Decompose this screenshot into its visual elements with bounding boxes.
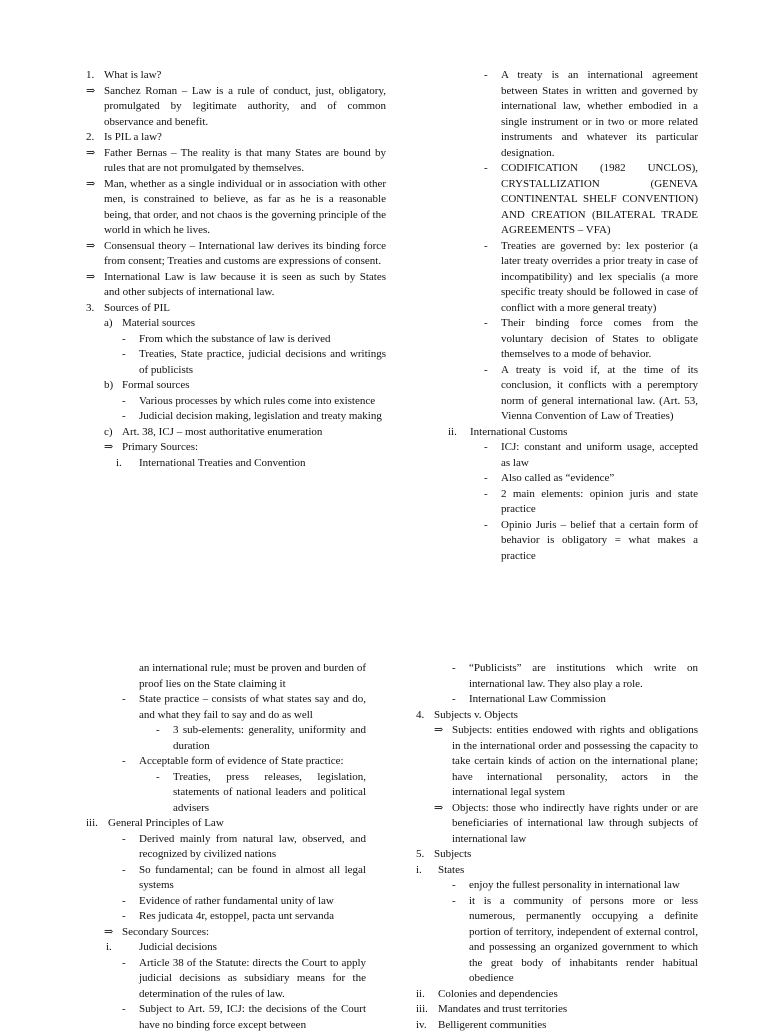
- list-item: [416, 708, 698, 724]
- list-text: Subjects v. Objects: [434, 708, 698, 724]
- list-item: [86, 925, 366, 941]
- list-text: Evidence of rather fundamental unity of law: [139, 894, 366, 910]
- list-text: Man, whether as a single individual or in association with other men, is constrained to believe, as far as he is a reasonable being, that order, and not chaos is the governing principle of the world in which he lives.: [104, 177, 386, 239]
- list-item: [86, 456, 386, 472]
- list-item: [448, 316, 698, 363]
- list-marker: -: [452, 878, 456, 894]
- list-item: [86, 425, 386, 441]
- list-text: Derived mainly from natural law, observed, and recognized by civilized nations: [139, 832, 366, 863]
- list-text: “Publicists” are institutions which write on international law. They also play a role.: [469, 661, 698, 692]
- list-text: Belligerent communities: [438, 1018, 698, 1033]
- list-text: Is PIL a law?: [104, 130, 386, 146]
- list-item: [86, 940, 366, 956]
- list-item: [86, 440, 386, 456]
- list-item: [86, 692, 366, 723]
- list-text: Sanchez Roman – Law is a rule of conduct, just, obligatory, promulgated by legitimate authority, and of common observance and benefit.: [104, 84, 386, 131]
- list-marker: -: [452, 661, 456, 677]
- list-marker: iii.: [86, 816, 98, 832]
- list-item: [416, 692, 698, 708]
- list-marker: -: [122, 409, 126, 425]
- list-item: [86, 332, 386, 348]
- list-text: A treaty is an international agreement between States in written and governed by international law, whether embodied in a single instrument or in two or more related instruments and whatever its particular designation.: [501, 68, 698, 161]
- list-item: [448, 440, 698, 471]
- list-text: 2 main elements: opinion juris and state practice: [501, 487, 698, 518]
- list-item: [448, 518, 698, 565]
- list-item: [86, 177, 386, 239]
- list-text: Material sources: [122, 316, 386, 332]
- list-text: 3 sub-elements: generality, uniformity and duration: [173, 723, 366, 754]
- list-text: Subjects: entities endowed with rights and obligations in the international order and possessing the capacity to take certain kinds of action on the international plane; have international personality, actors in the international legal system: [452, 723, 698, 801]
- list-text: Mandates and trust territories: [438, 1002, 698, 1018]
- list-text: Art. 38, ICJ – most authoritative enumeration: [122, 425, 386, 441]
- list-marker: -: [122, 894, 126, 910]
- list-text: Consensual theory – International law derives its binding force from consent; Treaties and customs are expressions of consent.: [104, 239, 386, 270]
- list-text: Opinio Juris – belief that a certain form of behavior is obligatory = what makes a practice: [501, 518, 698, 565]
- list-item: [86, 770, 366, 817]
- list-text: Judicial decisions: [139, 940, 366, 956]
- list-item: [86, 661, 366, 692]
- list-item: [86, 409, 386, 425]
- list-text: Primary Sources:: [122, 440, 386, 456]
- list-text: Res judicata 4r, estoppel, pacta unt servanda: [139, 909, 366, 925]
- list-text: CODIFICATION (1982 UNCLOS), CRYSTALLIZATION (GENEVA CONTINENTAL SHELF CONVENTION) AND CREATION (BILATERAL TRADE AGREEMENTS – VFA): [501, 161, 698, 239]
- list-marker: -: [122, 394, 126, 410]
- list-item: [86, 394, 386, 410]
- list-item: [86, 146, 386, 177]
- list-item: [86, 956, 366, 1003]
- list-item: [86, 832, 366, 863]
- list-marker: a): [104, 316, 113, 332]
- list-item: [416, 847, 698, 863]
- list-marker: ⇒: [86, 239, 95, 255]
- list-item: [86, 754, 366, 770]
- list-marker: ⇒: [86, 270, 95, 286]
- top-left-column: [86, 68, 386, 471]
- list-item: [416, 863, 698, 879]
- list-marker: iii.: [416, 1002, 428, 1018]
- list-marker: c): [104, 425, 113, 441]
- list-item: [86, 68, 386, 84]
- list-item: [86, 347, 386, 378]
- list-item: [86, 863, 366, 894]
- list-marker: b): [104, 378, 113, 394]
- list-item: [86, 316, 386, 332]
- list-marker: 3.: [86, 301, 94, 317]
- list-item: [416, 878, 698, 894]
- list-item: [416, 723, 698, 801]
- list-marker: ⇒: [86, 177, 95, 193]
- list-text: What is law?: [104, 68, 386, 84]
- list-item: [448, 161, 698, 239]
- list-marker: -: [122, 692, 126, 708]
- list-marker: -: [484, 440, 488, 456]
- list-text: Treaties are governed by: lex posterior (a later treaty overrides a prior treaty in case of incompatibility) and lex specialis (a more specific treaty should be followed in case of conflict with a more general treaty): [501, 239, 698, 317]
- list-item: [416, 987, 698, 1003]
- list-marker: -: [122, 347, 126, 363]
- list-marker: -: [484, 316, 488, 332]
- list-text: Various processes by which rules come into existence: [139, 394, 386, 410]
- list-text: States: [438, 863, 698, 879]
- list-item: [86, 84, 386, 131]
- list-item: [416, 1018, 698, 1033]
- list-text: Their binding force comes from the voluntary decision of States to obligate themselves to a mode of behavior.: [501, 316, 698, 363]
- list-marker: -: [122, 1002, 126, 1018]
- list-marker: -: [484, 68, 488, 84]
- list-text: So fundamental; can be found in almost all legal systems: [139, 863, 366, 894]
- list-item: [448, 68, 698, 161]
- list-text: Colonies and dependencies: [438, 987, 698, 1003]
- list-marker: i.: [116, 456, 122, 472]
- list-text: an international rule; must be proven and burden of proof lies on the State claiming it: [139, 661, 366, 692]
- list-text: From which the substance of law is derived: [139, 332, 386, 348]
- list-marker: -: [122, 332, 126, 348]
- list-item: [86, 270, 386, 301]
- list-text: General Principles of Law: [108, 816, 366, 832]
- list-marker: ii.: [416, 987, 425, 1003]
- list-text: enjoy the fullest personality in international law: [469, 878, 698, 894]
- list-item: [448, 487, 698, 518]
- list-marker: 5.: [416, 847, 424, 863]
- list-marker: ⇒: [434, 723, 443, 739]
- list-text: International Treaties and Convention: [139, 456, 386, 472]
- list-text: ICJ: constant and uniform usage, accepted as law: [501, 440, 698, 471]
- list-text: Subject to Art. 59, ICJ: the decisions of the Court have no binding force except between: [139, 1002, 366, 1033]
- list-item: [86, 130, 386, 146]
- list-text: International Law Commission: [469, 692, 698, 708]
- list-text: A treaty is void if, at the time of its conclusion, it conflicts with a peremptory norm of general international law. (Art. 53, Vienna Convention of Law of Treaties): [501, 363, 698, 425]
- list-marker: 1.: [86, 68, 94, 84]
- list-marker: i.: [106, 940, 112, 956]
- list-marker: -: [122, 909, 126, 925]
- list-marker: ⇒: [104, 925, 113, 941]
- list-marker: -: [122, 956, 126, 972]
- list-text: Treaties, press releases, legislation, statements of national leaders and political advisers: [173, 770, 366, 817]
- list-item: [416, 894, 698, 987]
- bottom-left-column: [86, 661, 366, 1033]
- list-text: Secondary Sources:: [122, 925, 366, 941]
- list-text: Sources of PIL: [104, 301, 386, 317]
- list-marker: -: [484, 363, 488, 379]
- list-item: [448, 239, 698, 317]
- list-item: [86, 301, 386, 317]
- list-text: Subjects: [434, 847, 698, 863]
- list-item: [448, 425, 698, 441]
- list-item: [416, 661, 698, 692]
- list-marker: -: [452, 692, 456, 708]
- list-item: [86, 723, 366, 754]
- list-marker: -: [156, 770, 160, 786]
- list-marker: -: [122, 754, 126, 770]
- list-item: [86, 894, 366, 910]
- list-item: [86, 816, 366, 832]
- list-marker: -: [122, 863, 126, 879]
- list-item: [448, 471, 698, 487]
- list-marker: -: [484, 518, 488, 534]
- list-marker: -: [484, 487, 488, 503]
- list-text: Also called as “evidence”: [501, 471, 698, 487]
- list-marker: iv.: [416, 1018, 427, 1033]
- list-item: [416, 1002, 698, 1018]
- list-marker: 4.: [416, 708, 424, 724]
- list-text: it is a community of persons more or less numerous, permanently occupying a definite portion of territory, independent of external control, and possessing an organized government to which the great body of inhabitants render habitual obedience: [469, 894, 698, 987]
- list-item: [86, 378, 386, 394]
- list-marker: -: [122, 832, 126, 848]
- list-marker: -: [156, 723, 160, 739]
- list-item: [416, 801, 698, 848]
- list-item: [448, 363, 698, 425]
- list-text: International Customs: [470, 425, 698, 441]
- top-right-column: [448, 68, 698, 564]
- list-text: Objects: those who indirectly have rights under or are beneficiaries of international law through subjects of international law: [452, 801, 698, 848]
- list-marker: -: [484, 161, 488, 177]
- list-item: [86, 1002, 366, 1033]
- list-marker: ⇒: [434, 801, 443, 817]
- list-marker: -: [484, 239, 488, 255]
- list-marker: -: [484, 471, 488, 487]
- list-marker: ⇒: [86, 146, 95, 162]
- list-text: Formal sources: [122, 378, 386, 394]
- list-text: State practice – consists of what states say and do, and what they fail to say and do as well: [139, 692, 366, 723]
- list-text: Treaties, State practice, judicial decisions and writings of publicists: [139, 347, 386, 378]
- list-marker: -: [452, 894, 456, 910]
- list-text: International Law is law because it is seen as such by States and other subjects of international law.: [104, 270, 386, 301]
- list-marker: i.: [416, 863, 422, 879]
- list-item: [86, 239, 386, 270]
- list-text: Father Bernas – The reality is that many States are bound by rules that are not promulgated by themselves.: [104, 146, 386, 177]
- list-text: Acceptable form of evidence of State practice:: [139, 754, 366, 770]
- list-marker: 2.: [86, 130, 94, 146]
- list-marker: ⇒: [104, 440, 113, 456]
- list-text: Article 38 of the Statute: directs the Court to apply judicial decisions as subsidiary means for the determination of the rules of law.: [139, 956, 366, 1003]
- list-marker: ⇒: [86, 84, 95, 100]
- list-text: Judicial decision making, legislation and treaty making: [139, 409, 386, 425]
- list-item: [86, 909, 366, 925]
- bottom-right-column: [416, 661, 698, 1033]
- list-marker: ii.: [448, 425, 457, 441]
